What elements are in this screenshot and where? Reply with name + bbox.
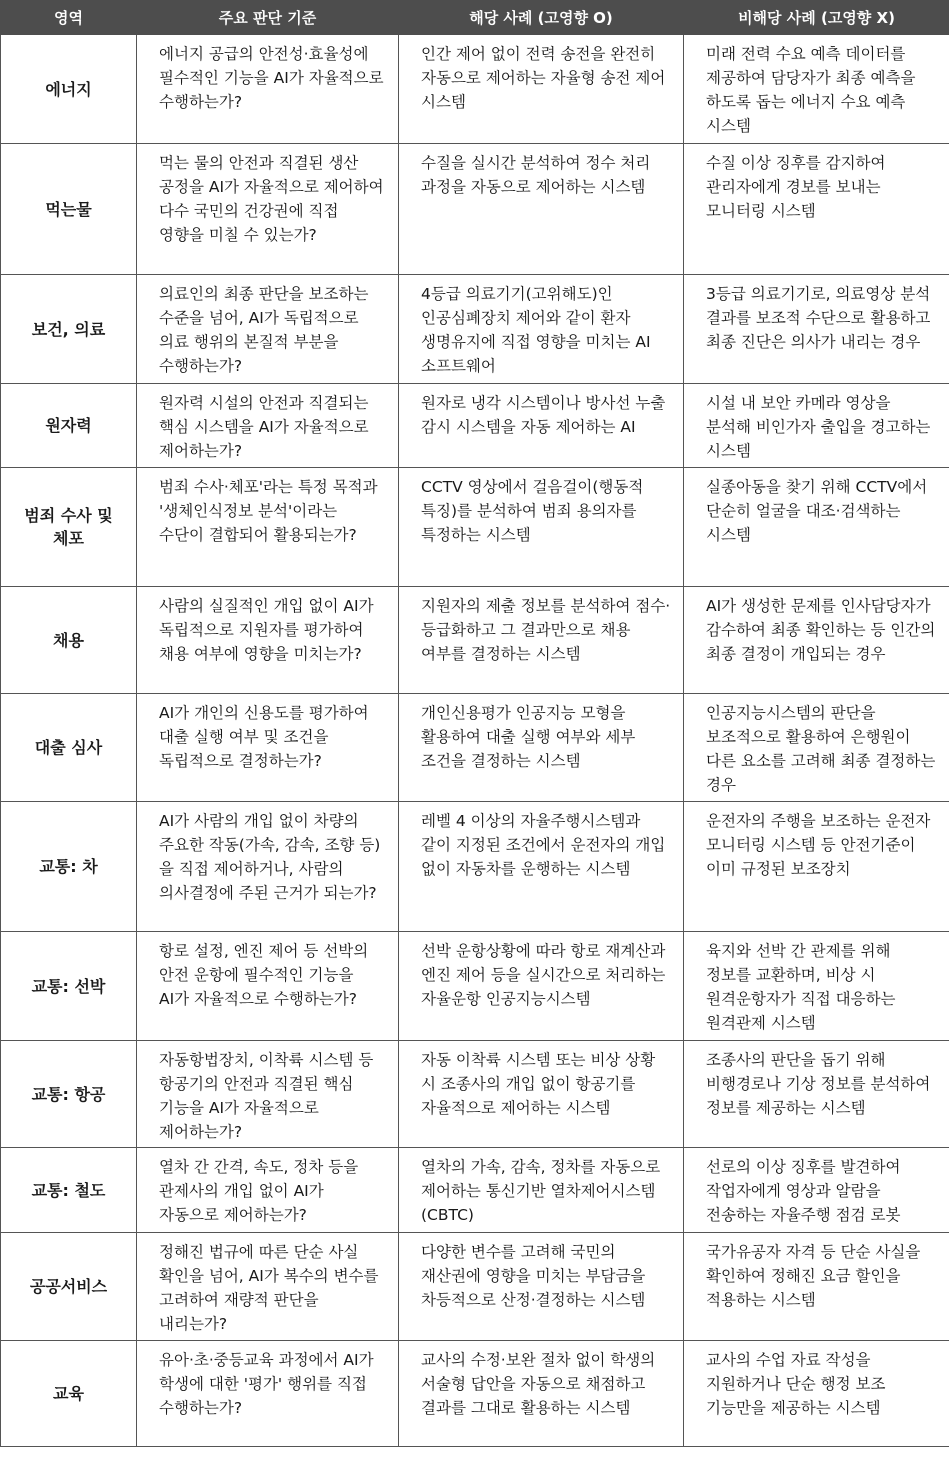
table-row	[1, 275, 949, 384]
applicable-cell: 인간 제어 없이 전력 송전을 완전히 자동으로 제어하는 자율형 송전 제어 시스템	[399, 35, 684, 144]
area-cell: 교통: 항공	[1, 1041, 137, 1148]
header-row	[1, 1, 949, 35]
not-applicable-cell: 3등급 의료기기로, 의료영상 분석 결과를 보조적 수단으로 활용하고 최종 진단은 의사가 내리는 경우	[684, 275, 949, 384]
area-cell: 보건, 의료	[1, 275, 137, 384]
criteria-cell: 열차 간 간격, 속도, 정차 등을 관제사의 개입 없이 AI가 자동으로 제어하는가?	[137, 1148, 399, 1233]
criteria-cell: 원자력 시설의 안전과 직결되는 핵심 시스템을 AI가 자율적으로 제어하는가?	[137, 384, 399, 468]
header-not-applicable: 비해당 사례 (고영향 X)	[684, 1, 949, 35]
area-cell: 교육	[1, 1341, 137, 1447]
criteria-cell: 사람의 실질적인 개입 없이 AI가 독립적으로 지원자를 평가하여 채용 여부에 영향을 미치는가?	[137, 587, 399, 694]
applicable-cell: 선박 운항상황에 따라 항로 재계산과 엔진 제어 등을 실시간으로 처리하는 자율운항 인공지능시스템	[399, 932, 684, 1041]
applicable-cell: 자동 이착륙 시스템 또는 비상 상황 시 조종사의 개입 없이 항공기를 자율적으로 제어하는 시스템	[399, 1041, 684, 1148]
not-applicable-cell: 조종사의 판단을 돕기 위해 비행경로나 기상 정보를 분석하여 정보를 제공하는 시스템	[684, 1041, 949, 1148]
applicable-cell: 열차의 가속, 감속, 정차를 자동으로 제어하는 통신기반 열차제어시스템(CBTC)	[399, 1148, 684, 1233]
not-applicable-cell: 교사의 수업 자료 작성을 지원하거나 단순 행정 보조 기능만을 제공하는 시스템	[684, 1341, 949, 1447]
area-cell: 원자력	[1, 384, 137, 468]
table-row	[1, 1148, 949, 1233]
header-area: 영역	[1, 1, 137, 35]
applicable-cell: CCTV 영상에서 걸음걸이(행동적 특징)를 분석하여 범죄 용의자를 특정하는 시스템	[399, 468, 684, 587]
not-applicable-cell: 시설 내 보안 카메라 영상을 분석해 비인가자 출입을 경고하는 시스템	[684, 384, 949, 468]
applicable-cell: 개인신용평가 인공지능 모형을 활용하여 대출 실행 여부와 세부 조건을 결정하는 시스템	[399, 694, 684, 802]
not-applicable-cell: 미래 전력 수요 예측 데이터를 제공하여 담당자가 최종 예측을 하도록 돕는 에너지 수요 예측 시스템	[684, 35, 949, 144]
applicable-cell: 다양한 변수를 고려해 국민의 재산권에 영향을 미치는 부담금을 차등적으로 산정·결정하는 시스템	[399, 1233, 684, 1341]
area-cell: 먹는물	[1, 144, 137, 275]
criteria-cell: 에너지 공급의 안전성·효율성에 필수적인 기능을 AI가 자율적으로 수행하는가?	[137, 35, 399, 144]
not-applicable-cell: 실종아동을 찾기 위해 CCTV에서 단순히 얼굴을 대조·검색하는 시스템	[684, 468, 949, 587]
criteria-cell: AI가 사람의 개입 없이 차량의 주요한 작동(가속, 감속, 조향 등)을 직접 제어하거나, 사람의 의사결정에 주된 근거가 되는가?	[137, 802, 399, 932]
table-row	[1, 802, 949, 932]
table-row	[1, 468, 949, 587]
applicable-cell: 레벨 4 이상의 자율주행시스템과 같이 지정된 조건에서 운전자의 개입 없이 자동차를 운행하는 시스템	[399, 802, 684, 932]
area-cell: 대출 심사	[1, 694, 137, 802]
applicable-cell: 4등급 의료기기(고위해도)인 인공심폐장치 제어와 같이 환자 생명유지에 직접 영향을 미치는 AI 소프트웨어	[399, 275, 684, 384]
table-row	[1, 35, 949, 144]
applicable-cell: 원자로 냉각 시스템이나 방사선 누출 감시 시스템을 자동 제어하는 AI	[399, 384, 684, 468]
criteria-cell: 항로 설정, 엔진 제어 등 선박의 안전 운항에 필수적인 기능을 AI가 자율적으로 수행하는가?	[137, 932, 399, 1041]
not-applicable-cell: 수질 이상 징후를 감지하여 관리자에게 경보를 보내는 모니터링 시스템	[684, 144, 949, 275]
area-cell: 채용	[1, 587, 137, 694]
applicable-cell: 수질을 실시간 분석하여 정수 처리 과정을 자동으로 제어하는 시스템	[399, 144, 684, 275]
criteria-cell: 정해진 법규에 따른 단순 사실 확인을 넘어, AI가 복수의 변수를 고려하여 재량적 판단을 내리는가?	[137, 1233, 399, 1341]
table-row	[1, 1341, 949, 1447]
area-cell: 교통: 차	[1, 802, 137, 932]
header-applicable: 해당 사례 (고영향 O)	[399, 1, 684, 35]
not-applicable-cell: 운전자의 주행을 보조하는 운전자 모니터링 시스템 등 안전기준이 이미 규정된 보조장치	[684, 802, 949, 932]
table-row	[1, 932, 949, 1041]
table-row	[1, 144, 949, 275]
not-applicable-cell: 선로의 이상 징후를 발견하여 작업자에게 영상과 알람을 전송하는 자율주행 점검 로봇	[684, 1148, 949, 1233]
criteria-cell: 먹는 물의 안전과 직결된 생산 공정을 AI가 자율적으로 제어하여 다수 국민의 건강권에 직접 영향을 미칠 수 있는가?	[137, 144, 399, 275]
not-applicable-cell: 인공지능시스템의 판단을 보조적으로 활용하여 은행원이 다른 요소를 고려해 최종 결정하는 경우	[684, 694, 949, 802]
area-cell: 에너지	[1, 35, 137, 144]
area-cell: 교통: 선박	[1, 932, 137, 1041]
area-cell: 범죄 수사 및 체포	[1, 468, 137, 587]
table-row	[1, 694, 949, 802]
not-applicable-cell: AI가 생성한 문제를 인사담당자가 감수하여 최종 확인하는 등 인간의 최종 결정이 개입되는 경우	[684, 587, 949, 694]
criteria-cell: 유아·초·중등교육 과정에서 AI가 학생에 대한 '평가' 행위를 직접 수행하는가?	[137, 1341, 399, 1447]
criteria-cell: 의료인의 최종 판단을 보조하는 수준을 넘어, AI가 독립적으로 의료 행위의 본질적 부분을 수행하는가?	[137, 275, 399, 384]
table-row	[1, 1041, 949, 1148]
applicable-cell: 지원자의 제출 정보를 분석하여 점수·등급화하고 그 결과만으로 채용 여부를 결정하는 시스템	[399, 587, 684, 694]
criteria-cell: 자동항법장치, 이착륙 시스템 등 항공기의 안전과 직결된 핵심 기능을 AI가 자율적으로 제어하는가?	[137, 1041, 399, 1148]
area-cell: 교통: 철도	[1, 1148, 137, 1233]
criteria-cell: 범죄 수사·체포'라는 특정 목적과 '생체인식정보 분석'이라는 수단이 결합되어 활용되는가?	[137, 468, 399, 587]
not-applicable-cell: 국가유공자 자격 등 단순 사실을 확인하여 정해진 요금 할인을 적용하는 시스템	[684, 1233, 949, 1341]
applicable-cell: 교사의 수정·보완 절차 없이 학생의 서술형 답안을 자동으로 채점하고 결과를 그대로 활용하는 시스템	[399, 1341, 684, 1447]
area-cell: 공공서비스	[1, 1233, 137, 1341]
not-applicable-cell: 육지와 선박 간 관제를 위해 정보를 교환하며, 비상 시 원격운항자가 직접 대응하는 원격관제 시스템	[684, 932, 949, 1041]
table-row	[1, 1233, 949, 1341]
table-row	[1, 587, 949, 694]
criteria-cell: AI가 개인의 신용도를 평가하여 대출 실행 여부 및 조건을 독립적으로 결정하는가?	[137, 694, 399, 802]
header-criteria: 주요 판단 기준	[137, 1, 399, 35]
table-row	[1, 384, 949, 468]
